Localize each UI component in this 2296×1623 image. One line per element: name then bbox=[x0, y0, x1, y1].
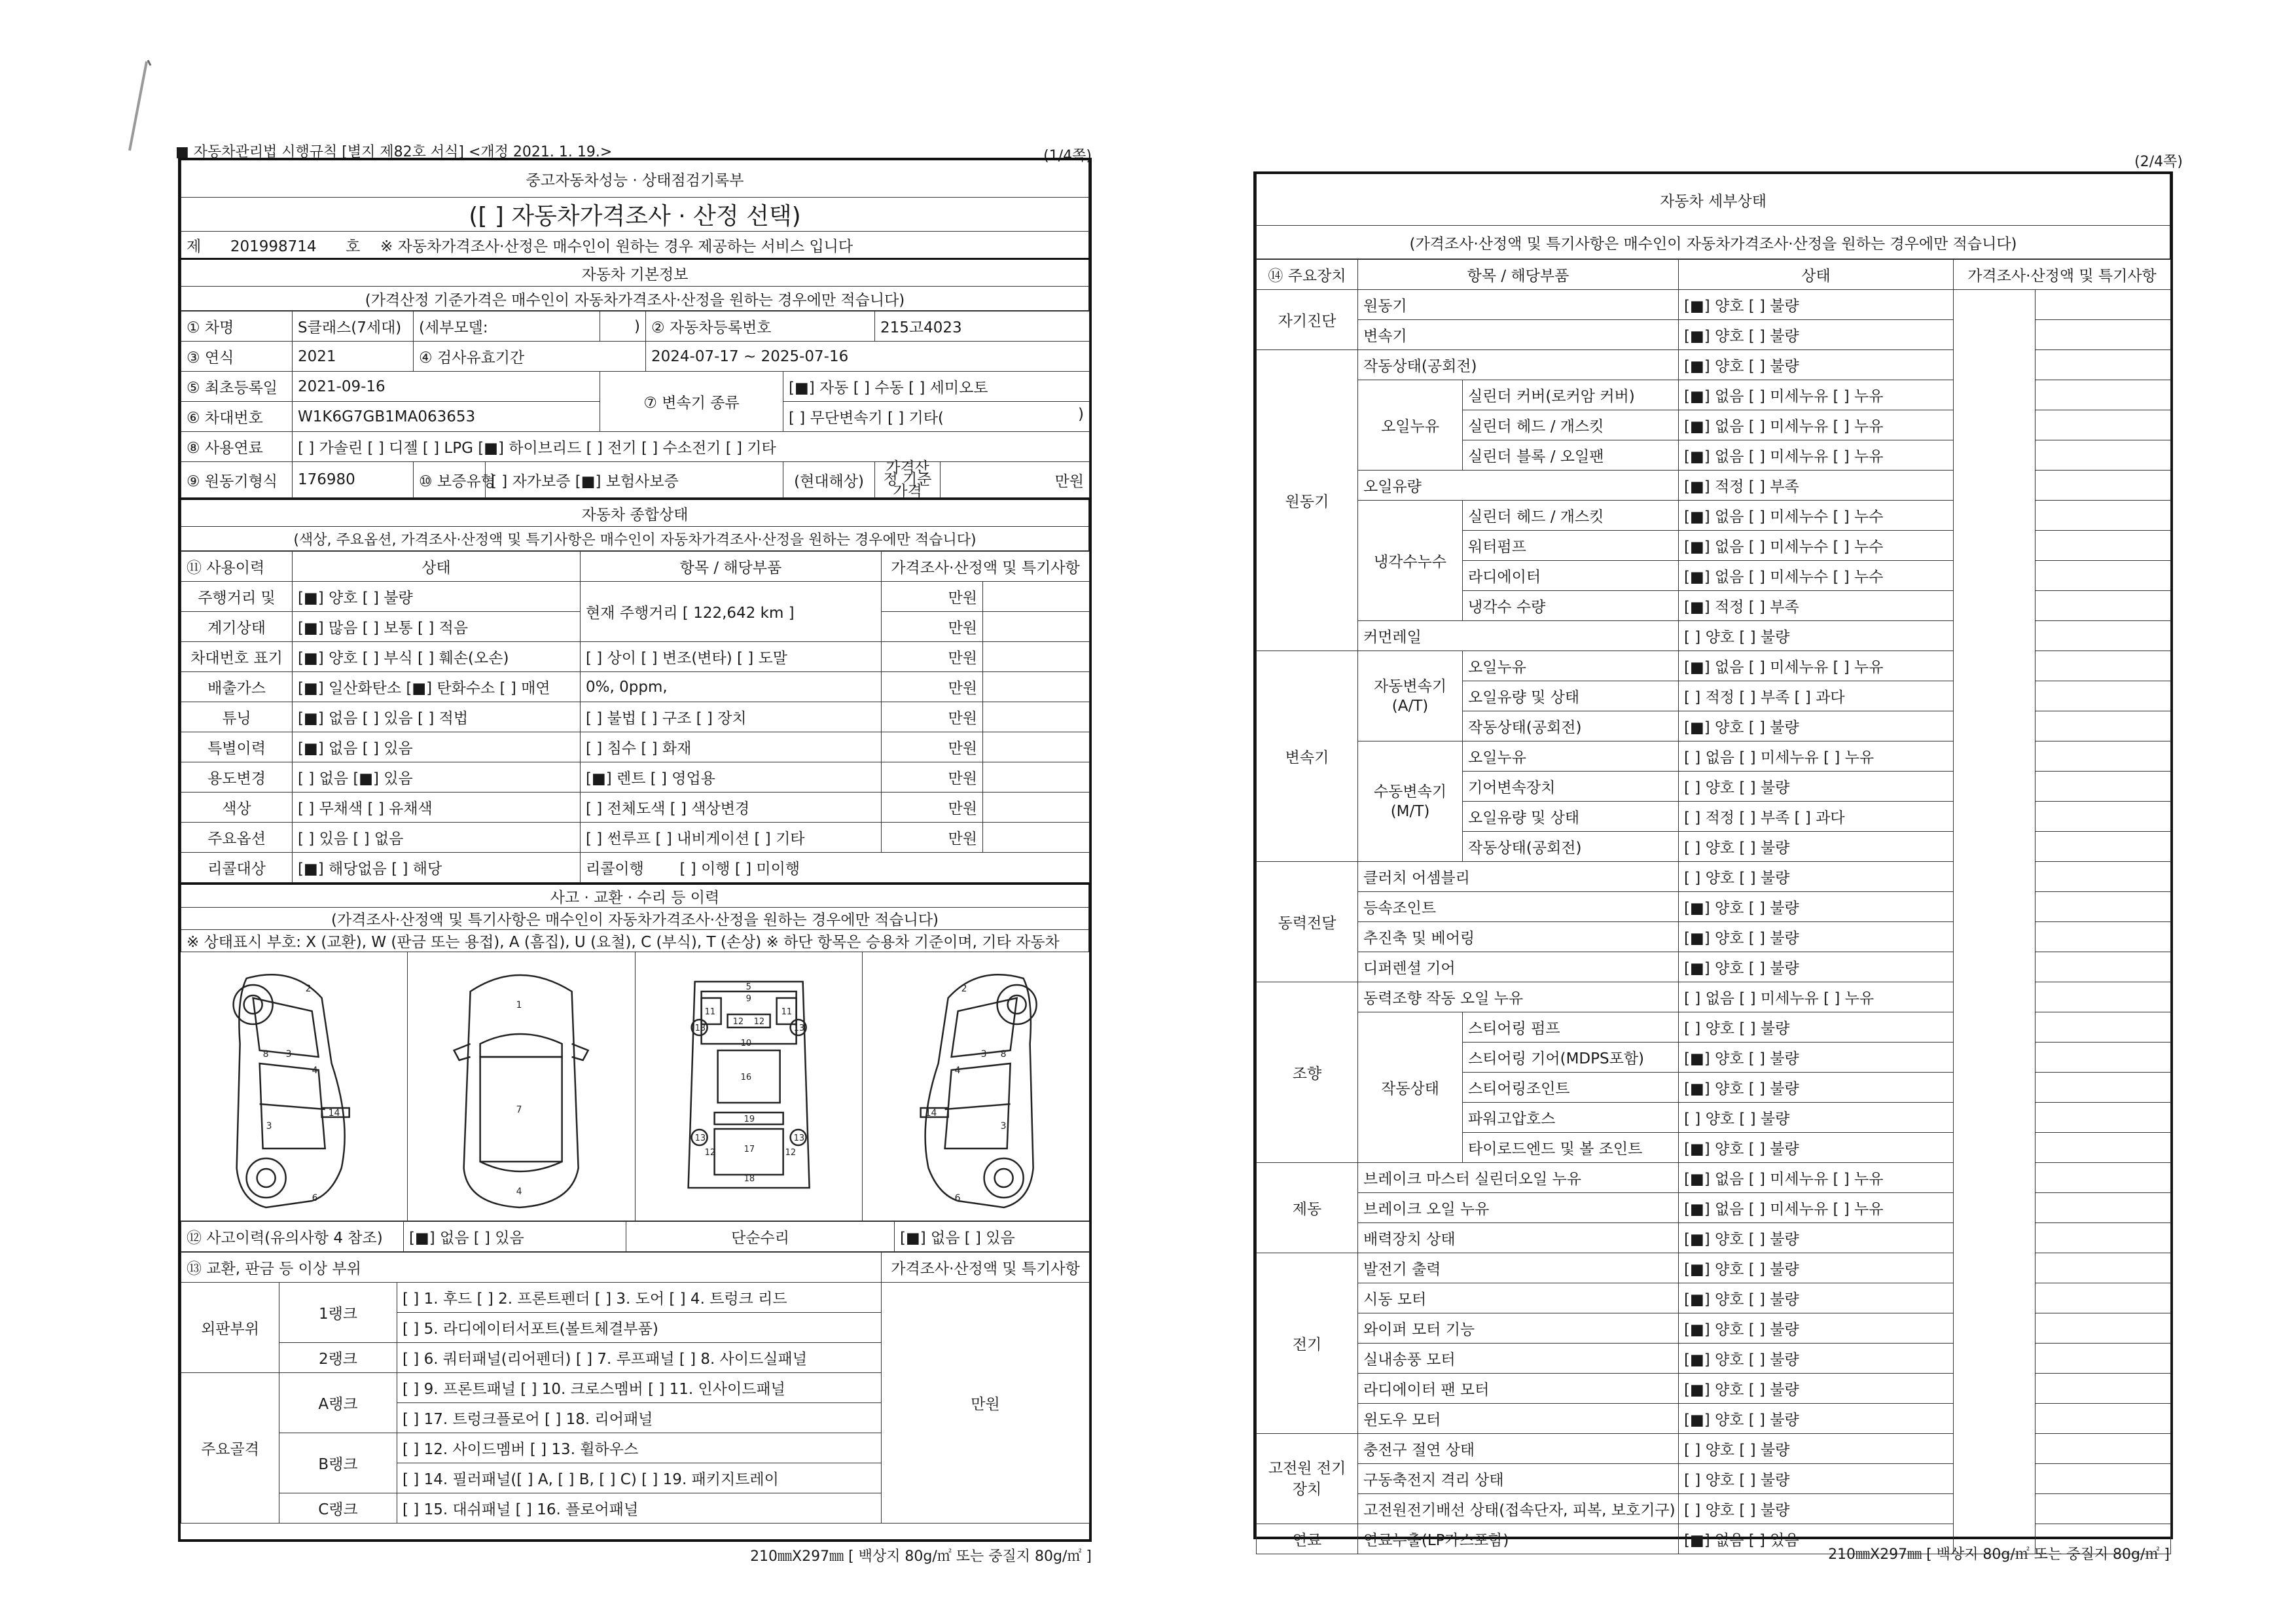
state: [■] 양호 [ ] 불량 bbox=[1679, 1374, 1954, 1404]
row-item: [ ] 침수 [ ] 화재 bbox=[581, 732, 882, 762]
basic-info-table bbox=[181, 311, 1090, 498]
row-label: 계기상태 bbox=[181, 612, 293, 642]
fuel-options: [ ] 가솔린 [ ] 디젤 [ ] LPG [■] 하이브리드 [ ] 전기 [ ] 수소전기 [ ] 기타 bbox=[293, 432, 1090, 462]
svg-text:3: 3 bbox=[1000, 1121, 1007, 1132]
state: [ ] 양호 [ ] 불량 bbox=[1679, 862, 1954, 892]
state: [■] 양호 [ ] 불량 bbox=[1679, 1133, 1954, 1163]
svg-text:18: 18 bbox=[744, 1174, 755, 1184]
svg-text:13: 13 bbox=[793, 1133, 804, 1143]
svg-text:3: 3 bbox=[266, 1121, 272, 1132]
simple-repair-label: 단순수리 bbox=[626, 1222, 895, 1252]
group-engine: 원동기 bbox=[1257, 350, 1358, 651]
car-frame-diagram bbox=[636, 952, 863, 1221]
car-name-value: S클래스(7세대) bbox=[293, 312, 414, 342]
detail-title-table bbox=[1256, 174, 2170, 259]
state: [■] 양호 [ ] 불량 bbox=[1679, 290, 1954, 320]
warranty-label: ⑩ 보증유형 bbox=[414, 462, 486, 498]
svg-text:11: 11 bbox=[781, 1007, 792, 1017]
svg-text:12: 12 bbox=[732, 1017, 744, 1027]
item: 동력조향 작동 오일 누유 bbox=[1358, 982, 1679, 1012]
parts-price-unit: 만원 bbox=[882, 1283, 1090, 1524]
rank-1-items-a: [ ] 1. 후드 [ ] 2. 프론트펜더 [ ] 3. 도어 [ ] 4. 트렁크 리드 bbox=[397, 1283, 882, 1313]
svg-text:3: 3 bbox=[980, 1049, 987, 1060]
detail-state-header: 상태 bbox=[1679, 260, 1954, 290]
row-state: [■] 일산화탄소 [■] 탄화수소 [ ] 매연 bbox=[293, 672, 581, 702]
state: [■] 없음 [ ] 미세누유 [ ] 누유 bbox=[1679, 380, 1954, 410]
item: 오일누유 bbox=[1463, 741, 1679, 772]
row-item: [ ] 불법 [ ] 구조 [ ] 장치 bbox=[581, 702, 882, 732]
state: [■] 없음 [ ] 미세누수 [ ] 누수 bbox=[1679, 531, 1954, 561]
engine-type-label: ⑨ 원동기형식 bbox=[181, 462, 293, 498]
item: 브레이크 마스터 실린더오일 누유 bbox=[1358, 1163, 1679, 1193]
group-power-train: 동력전달 bbox=[1257, 862, 1358, 982]
state: [ ] 양호 [ ] 불량 bbox=[1679, 621, 1954, 651]
item: 오일유량 및 상태 bbox=[1463, 681, 1679, 711]
rank-1-items-b: [ ] 5. 라디에이터서포트(볼트체결부품) bbox=[397, 1313, 882, 1343]
base-price-label: 가격산정 기준가격 bbox=[875, 462, 941, 498]
detail-item-header: 항목 / 해당부품 bbox=[1358, 260, 1679, 290]
svg-text:1: 1 bbox=[516, 1000, 522, 1010]
rank-a-items-a: [ ] 9. 프론트패널 [ ] 10. 크로스멤버 [ ] 11. 인사이드패널 bbox=[397, 1373, 882, 1403]
item: 배력장치 상태 bbox=[1358, 1223, 1679, 1253]
state: [ ] 적정 [ ] 부족 [ ] 과다 bbox=[1679, 802, 1954, 832]
table-row bbox=[1257, 290, 2171, 320]
recall-item bbox=[581, 853, 1090, 883]
state: [■] 양호 [ ] 불량 bbox=[1679, 892, 1954, 922]
svg-text:9: 9 bbox=[745, 994, 751, 1004]
car-name-label: ① 차명 bbox=[181, 312, 293, 342]
state: [■] 없음 [ ] 미세누유 [ ] 누유 bbox=[1679, 410, 1954, 440]
item: 커먼레일 bbox=[1358, 621, 1679, 651]
basic-info-note: (가격산정 기준가격은 매수인이 자동차가격조사·산정을 원하는 경우에만 적습니다) bbox=[181, 287, 1089, 311]
state: [■] 양호 [ ] 불량 bbox=[1679, 1313, 1954, 1344]
table-row bbox=[181, 582, 1090, 612]
item: 클러치 어셈블리 bbox=[1358, 862, 1679, 892]
parts-header: ⑬ 교환, 판금 등 이상 부위 bbox=[181, 1253, 882, 1283]
row-state: [■] 없음 [ ] 있음 bbox=[293, 732, 581, 762]
doc-no-suffix: 호 bbox=[346, 238, 361, 255]
state: [ ] 양호 [ ] 불량 bbox=[1679, 1494, 1954, 1524]
item-header: 항목 / 해당부품 bbox=[581, 552, 882, 582]
row-item: [■] 렌트 [ ] 영업용 bbox=[581, 762, 882, 793]
row-unit: 만원 bbox=[882, 612, 983, 642]
regulation-header: ■ 자동차관리법 시행규칙 [별지 제82호 서식] <개정 2021. 1. 19.> bbox=[175, 144, 613, 160]
item: 기어변속장치 bbox=[1463, 772, 1679, 802]
inspection-valid-value: 2024-07-17 ~ 2025-07-16 bbox=[646, 342, 1090, 372]
item: 작동상태(공회전) bbox=[1463, 711, 1679, 741]
form-title: 중고자동차성능 · 상태점검기록부 bbox=[181, 160, 1089, 198]
group-transmission: 변속기 bbox=[1257, 651, 1358, 862]
svg-text:4: 4 bbox=[516, 1186, 522, 1197]
item: 타이로드엔드 및 볼 조인트 bbox=[1463, 1133, 1679, 1163]
item: 라디에이터 bbox=[1463, 561, 1679, 591]
car-model-label: (세부모델: bbox=[414, 312, 600, 342]
state: [■] 양호 [ ] 불량 bbox=[1679, 1223, 1954, 1253]
svg-text:3: 3 bbox=[285, 1049, 292, 1060]
svg-text:17: 17 bbox=[744, 1145, 755, 1154]
engine-type-value: 176980 bbox=[293, 462, 414, 498]
row-unit: 만원 bbox=[882, 762, 983, 793]
state: [ ] 적정 [ ] 부족 [ ] 과다 bbox=[1679, 681, 1954, 711]
state: [ ] 양호 [ ] 불량 bbox=[1679, 1012, 1954, 1043]
doc-no: 201998714 bbox=[230, 238, 317, 255]
row-unit: 만원 bbox=[882, 672, 983, 702]
car-frame-svg bbox=[636, 952, 862, 1221]
overall-condition-table bbox=[181, 551, 1090, 883]
state: [■] 적정 [ ] 부족 bbox=[1679, 471, 1954, 501]
group-fuel: 연료 bbox=[1257, 1524, 1358, 1554]
rank-c-items: [ ] 15. 대쉬패널 [ ] 16. 플로어패널 bbox=[397, 1493, 882, 1524]
accident-title: 사고 · 교환 · 수리 등 이력 bbox=[181, 884, 1089, 908]
svg-text:5: 5 bbox=[745, 982, 751, 992]
item: 워터펌프 bbox=[1463, 531, 1679, 561]
state: [ ] 양호 [ ] 불량 bbox=[1679, 772, 1954, 802]
state: [■] 양호 [ ] 불량 bbox=[1679, 1344, 1954, 1374]
state: [■] 없음 [ ] 미세누수 [ ] 누수 bbox=[1679, 561, 1954, 591]
state: [■] 없음 [ ] 미세누유 [ ] 누유 bbox=[1679, 440, 1954, 471]
item: 등속조인트 bbox=[1358, 892, 1679, 922]
vin-value: W1K6G7GB1MA063653 bbox=[293, 402, 600, 432]
svg-text:13: 13 bbox=[793, 1024, 804, 1033]
state: [■] 없음 [ ] 있음 bbox=[1679, 1524, 1954, 1554]
item: 구동축전지 격리 상태 bbox=[1358, 1464, 1679, 1494]
item: 실린더 블록 / 오일팬 bbox=[1463, 440, 1679, 471]
detail-price-header: 가격조사·산정액 및 특기사항 bbox=[1954, 260, 2171, 290]
transmission-options-1: [■] 자동 [ ] 수동 [ ] 세미오토 bbox=[783, 372, 1090, 402]
item: 브레이크 오일 누유 bbox=[1358, 1193, 1679, 1223]
form-subtitle: ([ ] 자동차가격조사 · 산정 선택) bbox=[181, 198, 1089, 232]
form-frame-2 bbox=[1253, 171, 2173, 1549]
rank-b-items-a: [ ] 12. 사이드멤버 [ ] 13. 휠하우스 bbox=[397, 1433, 882, 1463]
row-label: 배출가스 bbox=[181, 672, 293, 702]
item: 연료누출(LP가스포함) bbox=[1358, 1524, 1679, 1554]
item: 작동상태(공회전) bbox=[1358, 350, 1679, 380]
year-value: 2021 bbox=[293, 342, 414, 372]
rank-c-label: C랭크 bbox=[279, 1493, 397, 1524]
row-item: [ ] 상이 [ ] 변조(변타) [ ] 도말 bbox=[581, 642, 882, 672]
item: 충전구 절연 상태 bbox=[1358, 1434, 1679, 1464]
page-number: (1/4쪽) bbox=[1043, 148, 1092, 164]
row-state: [ ] 무채색 [ ] 유채색 bbox=[293, 793, 581, 823]
svg-text:2: 2 bbox=[961, 984, 967, 994]
overall-condition-title-table bbox=[181, 498, 1089, 551]
page-number-2: (2/4쪽) bbox=[2134, 154, 2183, 170]
state: [■] 양호 [ ] 불량 bbox=[1679, 952, 1954, 982]
parts-table bbox=[181, 1252, 1090, 1524]
main-frame-label: 주요골격 bbox=[181, 1373, 279, 1524]
item: 실린더 헤드 / 개스킷 bbox=[1463, 410, 1679, 440]
price-header: 가격조사·산정액 및 특기사항 bbox=[882, 552, 1090, 582]
row-state: [■] 많음 [ ] 보통 [ ] 적음 bbox=[293, 612, 581, 642]
accident-title-table bbox=[181, 883, 1089, 952]
parts-price-header: 가격조사·산정액 및 특기사항 bbox=[882, 1253, 1090, 1283]
state: [■] 없음 [ ] 미세누유 [ ] 누유 bbox=[1679, 1193, 1954, 1223]
svg-text:19: 19 bbox=[744, 1115, 755, 1124]
rank-b-label: B랭크 bbox=[279, 1433, 397, 1493]
fuel-label: ⑧ 사용연료 bbox=[181, 432, 293, 462]
state: [ ] 양호 [ ] 불량 bbox=[1679, 1103, 1954, 1133]
state: [■] 적정 [ ] 부족 bbox=[1679, 591, 1954, 621]
row-item: [ ] 전체도색 [ ] 색상변경 bbox=[581, 793, 882, 823]
car-top-diagram bbox=[408, 952, 635, 1221]
doc-number-row bbox=[181, 232, 1089, 259]
svg-text:2: 2 bbox=[305, 984, 312, 994]
row-state: [ ] 있음 [ ] 없음 bbox=[293, 823, 581, 853]
state: [■] 양호 [ ] 불량 bbox=[1679, 711, 1954, 741]
row-state: [■] 양호 [ ] 부식 [ ] 훼손(오손) bbox=[293, 642, 581, 672]
state: [ ] 없음 [ ] 미세누유 [ ] 누유 bbox=[1679, 982, 1954, 1012]
item: 오일유량 및 상태 bbox=[1463, 802, 1679, 832]
recall-state: [■] 해당없음 [ ] 해당 bbox=[293, 853, 581, 883]
item: 실린더 커버(로커암 커버) bbox=[1463, 380, 1679, 410]
state: [■] 양호 [ ] 불량 bbox=[1679, 320, 1954, 350]
item: 발전기 출력 bbox=[1358, 1253, 1679, 1283]
item: 시동 모터 bbox=[1358, 1283, 1679, 1313]
svg-text:12: 12 bbox=[704, 1148, 715, 1158]
svg-text:4: 4 bbox=[312, 1065, 318, 1076]
paper-spec-footer-2: 210㎜X297㎜ [ 백상지 80g/㎡ 또는 중질지 80g/㎡ ] bbox=[1828, 1546, 2170, 1563]
item: 고전원전기배선 상태(접속단자, 피복, 보호기구) bbox=[1358, 1494, 1679, 1524]
group-brake: 제동 bbox=[1257, 1163, 1358, 1253]
car-top-svg bbox=[408, 952, 634, 1221]
table-row bbox=[181, 672, 1090, 702]
row-unit: 만원 bbox=[882, 823, 983, 853]
base-price-unit: 만원 bbox=[941, 462, 1090, 498]
state: [■] 없음 [ ] 미세누유 [ ] 누유 bbox=[1679, 1163, 1954, 1193]
recall-label: 리콜대상 bbox=[181, 853, 293, 883]
transmission-options-2-text: [ ] 무단변속기 [ ] 기타( bbox=[789, 410, 944, 427]
svg-text:4: 4 bbox=[954, 1065, 961, 1076]
state: [ ] 양호 [ ] 불량 bbox=[1679, 1434, 1954, 1464]
state: [■] 양호 [ ] 불량 bbox=[1679, 350, 1954, 380]
detail-title: 자동차 세부상태 bbox=[1257, 174, 2170, 226]
row-unit: 만원 bbox=[882, 582, 983, 612]
row-label: 색상 bbox=[181, 793, 293, 823]
rank-2-items: [ ] 6. 쿼터패널(리어펜더) [ ] 7. 루프패널 [ ] 8. 사이드실패널 bbox=[397, 1343, 882, 1373]
item: 실린더 헤드 / 개스킷 bbox=[1463, 501, 1679, 531]
device-header: ⑭ 주요장치 bbox=[1257, 260, 1358, 290]
table-row bbox=[181, 793, 1090, 823]
row-unit: 만원 bbox=[882, 702, 983, 732]
item: 냉각수 수량 bbox=[1463, 591, 1679, 621]
recall-item-label: 리콜이행 bbox=[586, 861, 644, 878]
form-frame bbox=[178, 158, 1092, 1542]
detail-table bbox=[1256, 259, 2171, 1554]
inspection-record-page-1 bbox=[175, 141, 1092, 1574]
group-self-diagnosis: 자기진단 bbox=[1257, 290, 1358, 350]
table-row bbox=[181, 642, 1090, 672]
car-model-close: ) bbox=[600, 312, 646, 342]
item: 스티어링 펌프 bbox=[1463, 1012, 1679, 1043]
table-row bbox=[181, 823, 1090, 853]
use-history-header: ⑪ 사용이력 bbox=[181, 552, 293, 582]
subgroup-mt: 수동변속기 (M/T) bbox=[1358, 741, 1463, 862]
year-label: ③ 연식 bbox=[181, 342, 293, 372]
first-reg-value: 2021-09-16 bbox=[293, 372, 600, 402]
table-row bbox=[181, 732, 1090, 762]
svg-text:7: 7 bbox=[516, 1105, 522, 1115]
item: 디퍼렌셜 기어 bbox=[1358, 952, 1679, 982]
item: 스티어링 기어(MDPS포함) bbox=[1463, 1043, 1679, 1073]
accident-history-table bbox=[181, 1221, 1090, 1252]
mileage-item: 현재 주행거리 [ 122,642 km ] bbox=[581, 582, 882, 642]
row-state: [ ] 없음 [■] 있음 bbox=[293, 762, 581, 793]
rank-1-label: 1랭크 bbox=[279, 1283, 397, 1343]
doc-note: ※ 자동차가격조사·산정은 매수인이 원하는 경우 제공하는 서비스 입니다 bbox=[380, 238, 853, 255]
state: [ ] 없음 [ ] 미세누유 [ ] 누유 bbox=[1679, 741, 1954, 772]
doc-no-label: 제 bbox=[187, 238, 202, 255]
accident-legend: ※ 상태표시 부호: X (교환), W (판금 또는 용접), A (흠집), U (요철), C (부식), T (손상) ※ 하단 항목은 승용차 기준이며, 기타 자동차 bbox=[181, 930, 1089, 952]
state: [■] 없음 [ ] 미세누유 [ ] 누유 bbox=[1679, 651, 1954, 681]
car-side-left-svg bbox=[181, 952, 407, 1221]
item: 실내송풍 모터 bbox=[1358, 1344, 1679, 1374]
reg-no-value: 215고4023 bbox=[875, 312, 1090, 342]
row-unit: 만원 bbox=[882, 793, 983, 823]
state-header: 상태 bbox=[293, 552, 581, 582]
svg-text:6: 6 bbox=[312, 1193, 318, 1204]
item: 윈도우 모터 bbox=[1358, 1404, 1679, 1434]
detail-note: (가격조사·산정액 및 특기사항은 매수인이 자동차가격조사·산정을 원하는 경우에만 적습니다) bbox=[1257, 226, 2170, 259]
vin-label: ⑥ 차대번호 bbox=[181, 402, 293, 432]
state: [ ] 양호 [ ] 불량 bbox=[1679, 1464, 1954, 1494]
state: [■] 양호 [ ] 불량 bbox=[1679, 1043, 1954, 1073]
svg-text:14: 14 bbox=[328, 1108, 340, 1118]
paper-spec-footer: 210㎜X297㎜ [ 백상지 80g/㎡ 또는 중질지 80g/㎡ ] bbox=[750, 1548, 1092, 1565]
rank-a-items-b: [ ] 17. 트렁크플로어 [ ] 18. 리어패널 bbox=[397, 1403, 882, 1433]
warranty-insurer: (현대해상) bbox=[783, 462, 875, 498]
subgroup-at: 자동변속기 (A/T) bbox=[1358, 651, 1463, 741]
rank-2-label: 2랭크 bbox=[279, 1343, 397, 1373]
state: [ ] 양호 [ ] 불량 bbox=[1679, 832, 1954, 862]
svg-text:12: 12 bbox=[753, 1017, 764, 1027]
table-row bbox=[181, 702, 1090, 732]
item: 오일유량 bbox=[1358, 471, 1679, 501]
rank-a-label: A랭크 bbox=[279, 1373, 397, 1433]
recall-item-value: [ ] 이행 [ ] 미이행 bbox=[679, 861, 800, 878]
item: 원동기 bbox=[1358, 290, 1679, 320]
table-row bbox=[181, 853, 1090, 883]
row-unit: 만원 bbox=[882, 642, 983, 672]
accident-note: (가격조사·산정액 및 특기사항은 매수인이 자동차가격조사·산정을 원하는 경우에만 적습니다) bbox=[181, 908, 1089, 930]
table-row bbox=[181, 762, 1090, 793]
car-diagram-row bbox=[181, 952, 1089, 1221]
state: [■] 양호 [ ] 불량 bbox=[1679, 1073, 1954, 1103]
reg-no-label: ② 자동차등록번호 bbox=[646, 312, 875, 342]
state: [■] 양호 [ ] 불량 bbox=[1679, 1404, 1954, 1434]
car-side-right-diagram bbox=[863, 952, 1089, 1221]
overall-note: (색상, 주요옵션, 가격조사·산정액 및 특기사항은 매수인이 자동차가격조사·산정을 원하는 경우에만 적습니다) bbox=[181, 527, 1089, 551]
item: 작동상태(공회전) bbox=[1463, 832, 1679, 862]
car-side-left-diagram bbox=[181, 952, 408, 1221]
item: 변속기 bbox=[1358, 320, 1679, 350]
transmission-label: ⑦ 변속기 종류 bbox=[600, 372, 783, 432]
inspection-valid-label: ④ 검사유효기간 bbox=[414, 342, 646, 372]
state: [■] 없음 [ ] 미세누수 [ ] 누수 bbox=[1679, 501, 1954, 531]
item: 스티어링조인트 bbox=[1463, 1073, 1679, 1103]
row-item: [ ] 썬루프 [ ] 내비게이션 [ ] 기타 bbox=[581, 823, 882, 853]
inspection-record-page-2 bbox=[1253, 151, 2183, 1584]
row-label: 주요옵션 bbox=[181, 823, 293, 853]
warranty-options: [ ] 자가보증 [■] 보험사보증 bbox=[486, 462, 783, 498]
svg-text:13: 13 bbox=[694, 1133, 706, 1143]
accident-history-label: ⑫ 사고이력(유의사항 4 참조) bbox=[181, 1222, 404, 1252]
simple-repair-value: [■] 없음 [ ] 있음 bbox=[895, 1222, 1090, 1252]
row-label: 용도변경 bbox=[181, 762, 293, 793]
state: [■] 양호 [ ] 불량 bbox=[1679, 1253, 1954, 1283]
svg-text:6: 6 bbox=[954, 1193, 961, 1204]
first-reg-label: ⑤ 최초등록일 bbox=[181, 372, 293, 402]
subgroup-coolant-leak: 냉각수누수 bbox=[1358, 501, 1463, 621]
rank-b-items-b: [ ] 14. 필러패널([ ] A, [ ] B, [ ] C) [ ] 19. 패키지트레이 bbox=[397, 1463, 882, 1493]
item: 라디에이터 팬 모터 bbox=[1358, 1374, 1679, 1404]
item: 추진축 및 베어링 bbox=[1358, 922, 1679, 952]
outer-panel-label: 외판부위 bbox=[181, 1283, 279, 1373]
row-item: 0%, 0ppm, bbox=[581, 672, 882, 702]
row-state: [■] 없음 [ ] 있음 [ ] 적법 bbox=[293, 702, 581, 732]
form-header-table bbox=[181, 160, 1089, 311]
subgroup-steer-op: 작동상태 bbox=[1358, 1012, 1463, 1163]
row-label: 특별이력 bbox=[181, 732, 293, 762]
svg-text:12: 12 bbox=[785, 1148, 796, 1158]
row-label: 주행거리 및 bbox=[181, 582, 293, 612]
item: 오일누유 bbox=[1463, 651, 1679, 681]
transmission-options-2 bbox=[783, 402, 1090, 432]
svg-text:16: 16 bbox=[740, 1073, 751, 1082]
group-steering: 조향 bbox=[1257, 982, 1358, 1163]
pencil-mark bbox=[124, 59, 151, 157]
row-label: 튜닝 bbox=[181, 702, 293, 732]
car-side-right-svg bbox=[863, 952, 1089, 1221]
svg-text:13: 13 bbox=[694, 1024, 706, 1033]
accident-history-value: [■] 없음 [ ] 있음 bbox=[404, 1222, 626, 1252]
transmission-options-close: ) bbox=[1078, 406, 1085, 423]
subgroup-oil-leak: 오일누유 bbox=[1358, 380, 1463, 471]
overall-title: 자동차 종합상태 bbox=[181, 499, 1089, 527]
basic-info-title: 자동차 기본정보 bbox=[181, 259, 1089, 287]
state: [■] 양호 [ ] 불량 bbox=[1679, 922, 1954, 952]
svg-text:8: 8 bbox=[262, 1049, 269, 1060]
row-unit: 만원 bbox=[882, 732, 983, 762]
group-high-voltage: 고전원 전기장치 bbox=[1257, 1434, 1358, 1524]
svg-text:8: 8 bbox=[1000, 1049, 1007, 1060]
row-state: [■] 양호 [ ] 불량 bbox=[293, 582, 581, 612]
svg-text:10: 10 bbox=[740, 1039, 751, 1048]
svg-text:14: 14 bbox=[925, 1108, 937, 1118]
item: 파워고압호스 bbox=[1463, 1103, 1679, 1133]
state: [■] 양호 [ ] 불량 bbox=[1679, 1283, 1954, 1313]
svg-text:11: 11 bbox=[704, 1007, 715, 1017]
group-electrical: 전기 bbox=[1257, 1253, 1358, 1434]
item: 와이퍼 모터 기능 bbox=[1358, 1313, 1679, 1344]
row-label: 차대번호 표기 bbox=[181, 642, 293, 672]
